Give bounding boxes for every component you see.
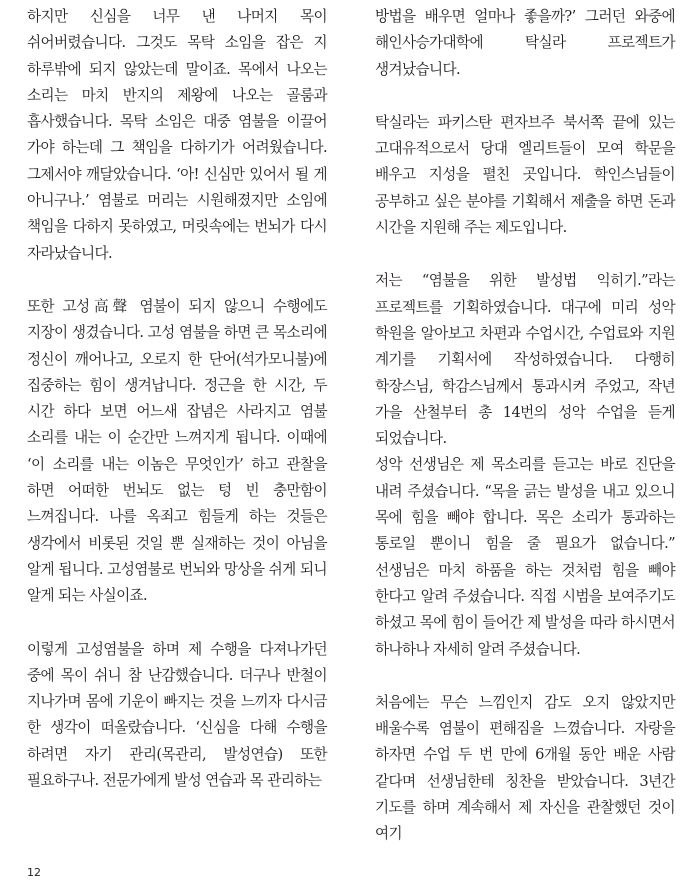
paragraph: 이렇게 고성염불을 하며 제 수행을 다져나가던 중에 목이 쉬니 참 난감했습니다. 더구나 반철이 지나가며 몸에 기운이 빠지는 것을 느끼자 다시금 한 생각이 떠올랐습니다. ‘신심을 다해 수행을 하려면 자기 관리(목관리, 발성연습) 또한 필요하구나. 전문가에게 발성 연습과 목 관리하는 bbox=[27, 640, 327, 790]
paragraph: 저는 “염불을 위한 발성법 익히기.”라는 프로젝트를 기획하였습니다. 대구에 미리 성악 학원을 알아보고 차편과 수업시간, 수업료와 지원 계기를 기획서에 작성하였습니다. 다행히 학장스님, 학감스님께서 통과시켜 주었고, 작년 가을 산철부터 총 14번의 성악 수업을 듣게 되었습니다. bbox=[375, 272, 675, 448]
page-number: 12 bbox=[27, 866, 41, 879]
left-column bbox=[27, 4, 327, 794]
paragraph-gap bbox=[375, 83, 675, 110]
paragraph: 성악 선생님은 제 목소리를 듣고는 바로 진단을 내려 주셨습니다. “목을 긁는 발성을 내고 있으니 목에 힘을 빼야 합니다. 목은 소리가 통과하는 통로일 뿐이니 힘을 줄 필요가 없습니다.” 선생님은 마치 하품을 하는 것처럼 힘을 빼야 한다고 알려 주셨습니다. 직접 시범을 보여주기도 하셨고 목에 힘이 들어간 제 발성을 따라 하시면서 하나하나 자세히 알려 주셨습니다. bbox=[375, 456, 675, 658]
paragraph: 처음에는 무슨 느낌인지 감도 오지 않았지만 배울수록 염불이 편해짐을 느꼈습니다. 자랑을 하자면 수업 두 번 만에 6개월 동안 배운 사람 같다며 선생님한테 칭찬을 받았습니다. 3년간 기도를 하며 계속해서 제 자신을 관찰했던 것이 여기 bbox=[375, 693, 675, 843]
paragraph-gap bbox=[375, 663, 675, 690]
paragraph-gap bbox=[27, 267, 327, 294]
paragraph: 방법을 배우면 얼마나 좋을까?’ 그러던 와중에 해인사승가대학에 탁실라 프로젝트가 생겨났습니다. bbox=[375, 8, 675, 78]
paragraph: 탁실라는 파키스탄 편자브주 북서쪽 끝에 있는 고대유적으로서 당대 엘리트들이 모여 학문을 배우고 지성을 펼친 곳입니다. 학인스님들이 공부하고 싶은 분야를 기획해서 제출을 하면 돈과 시간을 지원해 주는 제도입니다. bbox=[375, 113, 675, 237]
paragraph: 또한 고성高聲 염불이 되지 않으니 수행에도 지장이 생겼습니다. 고성 염불을 하면 큰 목소리에 정신이 깨어나고, 오로지 한 단어(석가모니불)에 집중하는 힘이 생겨납니다. 정근을 한 시간, 두 시간 하다 보면 어느새 잡념은 사라지고 염불 소리를 내는 이 순간만 느껴지게 됩니다. 이때에 ‘이 소리를 내는 이놈은 무엇인가’ 하고 관찰을 하면 어떠한 번뇌도 없는 텅 빈 충만함이 느껴집니다. 나를 옥죄고 힘들게 하는 것들은 생각에서 비롯된 것일 뿐 실재하는 것이 아님을 알게 됩니다. 고성염불로 번뇌와 망상을 쉬게 되니 알게 되는 사실이죠. bbox=[27, 297, 327, 605]
right-column bbox=[375, 4, 675, 848]
paragraph: 하지만 신심을 너무 낸 나머지 목이 쉬어버렸습니다. 그것도 목탁 소임을 잡은 지 하루밖에 되지 않았는데 말이죠. 목에서 나오는 소리는 마치 반지의 제왕에 나오는 골룸과 흡사했습니다. 목탁 소임은 대중 염불을 이끌어 가야 하는데 그 책임을 다하기가 어려웠습니다. 그제서야 깨달았습니다. ‘아! 신심만 있어서 될 게 아니구나.’ 염불로 머리는 시원해졌지만 소임에 책임을 다하지 못하였고, 머릿속에는 번뇌가 다시 자라났습니다. bbox=[27, 8, 327, 262]
paragraph-gap bbox=[375, 241, 675, 268]
paragraph-gap bbox=[27, 610, 327, 637]
